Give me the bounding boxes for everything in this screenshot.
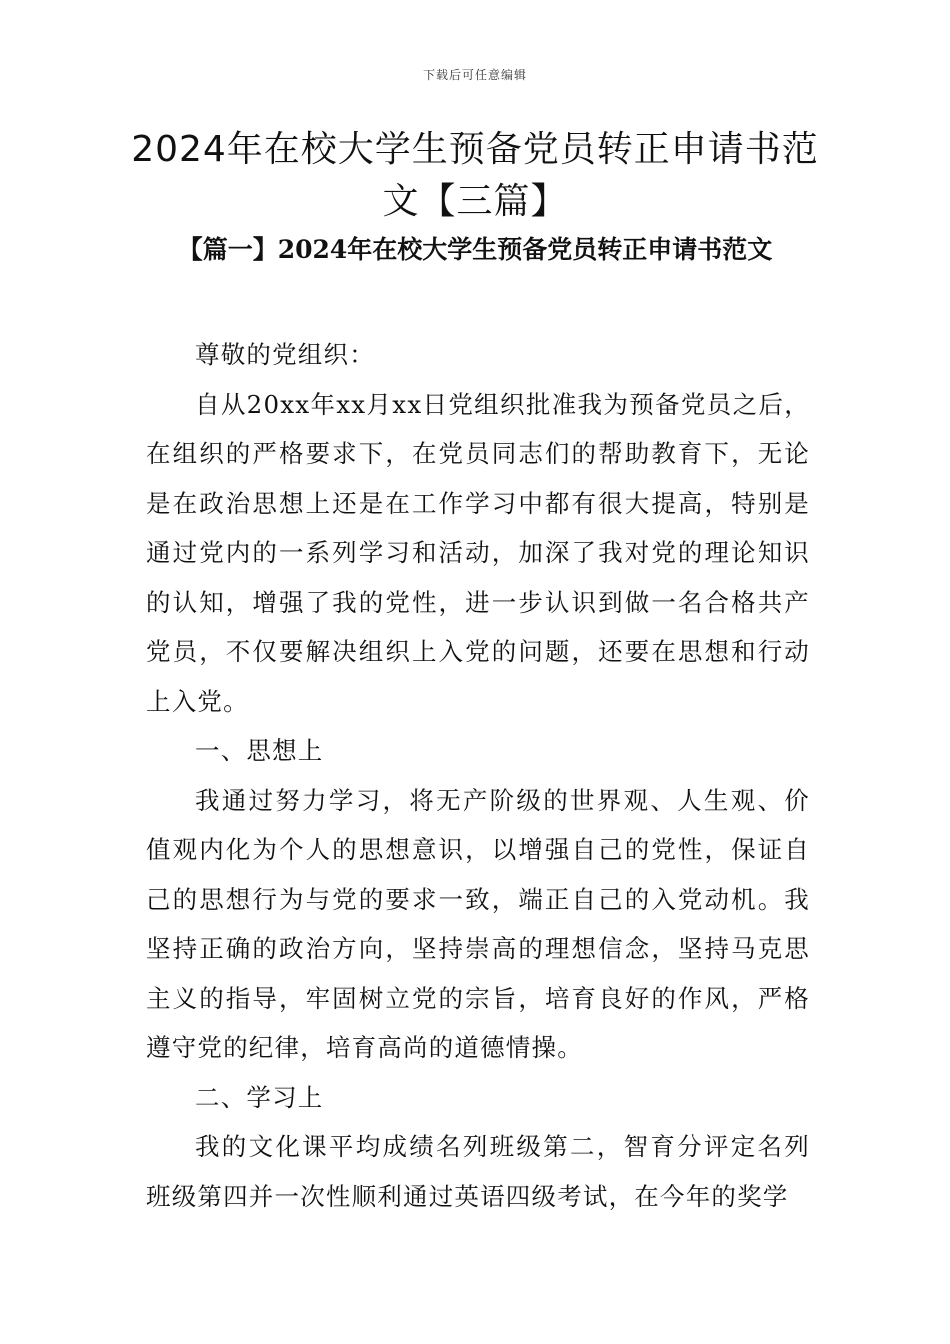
body-paragraph: 自从20xx年xx月xx日党组织批准我为预备党员之后，在组织的严格要求下，在党员同志们的帮助教育下，无论是在政治思想上还是在工作学习中都有很大提高，特别是通过党内的一系列学习和活动，加深了我对党的理论知识的认知，增强了我的党性，进一步认识到做一名合格共产党员，不仅要解决组织上入党的问题，还要在思想和行动上入党。 — [146, 389, 810, 716]
body-paragraph: 我的文化课平均成绩名列班级第二，智育分评定名列班级第四并一次性顺利通过英语四级考试，在今年的奖学 — [146, 1132, 810, 1211]
document-body — [146, 330, 810, 1221]
body-paragraph: 我通过努力学习，将无产阶级的世界观、人生观、价值观内化为个人的思想意识，以增强自己的党性，保证自己的思想行为与党的要求一致，端正自己的入党动机。我坚持正确的政治方向，坚持崇高的理想信念，坚持马克思主义的指导，牢固树立党的宗旨，培育良好的作风，严格遵守党的纪律，培育高尚的道德情操。 — [146, 785, 810, 1062]
header-note: 下载后可任意编辑 — [422, 68, 527, 82]
section-heading: 一、思想上 — [195, 736, 324, 765]
document-subtitle: 【篇一】2024年在校大学生预备党员转正申请书范文 — [177, 235, 773, 264]
document-title: 2024年在校大学生预备党员转正申请书范文【三篇】 — [131, 129, 819, 222]
salutation: 尊敬的党组织： — [195, 340, 375, 369]
section-heading: 二、学习上 — [195, 1082, 324, 1112]
